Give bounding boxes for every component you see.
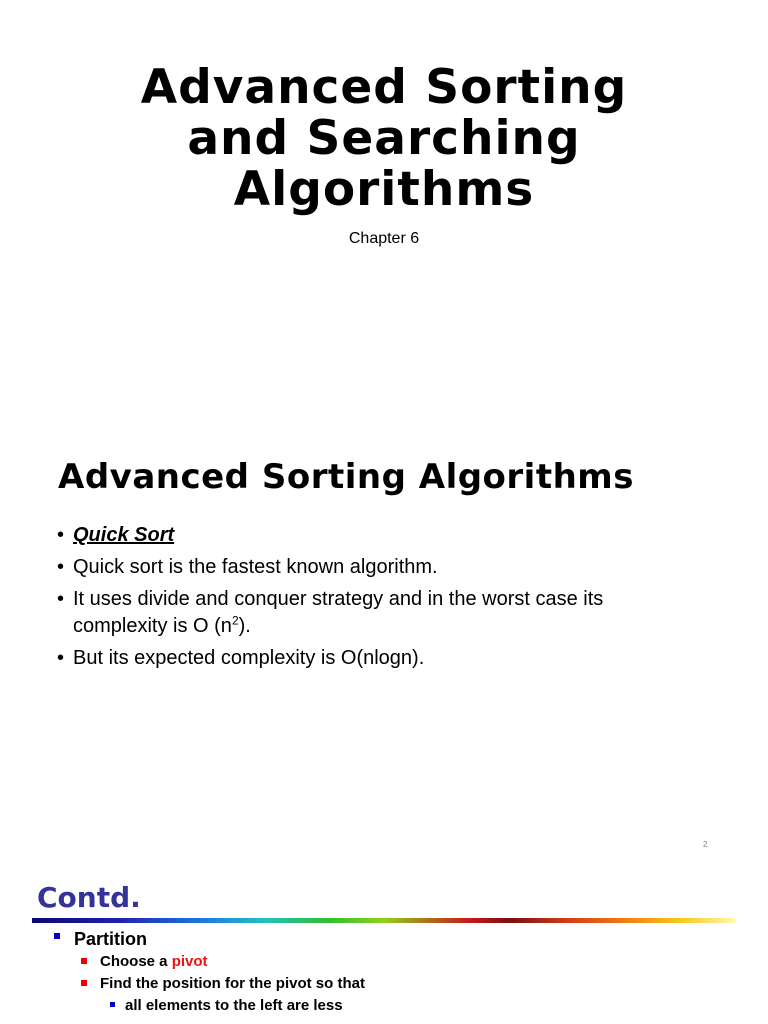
bullet-item <box>57 645 657 672</box>
slide-subtitle: Chapter 6 <box>348 230 420 247</box>
title-line-2: and Searching <box>187 111 581 166</box>
square-bullet-icon <box>110 1002 115 1007</box>
bullet-list <box>57 522 657 677</box>
outline-text: all elements to the left are less <box>125 997 343 1014</box>
bullet-item <box>57 522 657 549</box>
bullet-dot: • <box>57 556 65 578</box>
bullet-text: Quick Sort <box>73 524 175 546</box>
section-title: Advanced Sorting Algorithms <box>58 457 634 497</box>
bullet-item <box>57 586 657 640</box>
outline-list <box>52 927 365 1017</box>
page-number: 2 <box>703 840 708 849</box>
bullet-text: But its expected complexity is O(nlogn). <box>73 647 425 669</box>
title-line-1: Advanced Sorting <box>140 60 628 115</box>
title-line-3: Algorithms <box>233 162 535 217</box>
outline-item-level2 <box>52 951 365 973</box>
square-bullet-icon <box>81 958 87 964</box>
outline-item-level3 <box>52 995 365 1017</box>
bullet-text-suffix: ). <box>238 615 251 637</box>
bullet-dot: • <box>57 588 65 610</box>
superscript: 2 <box>231 613 239 628</box>
square-bullet-icon <box>54 933 60 939</box>
bullet-dot: • <box>57 647 65 669</box>
outline-text: Partition <box>74 929 148 949</box>
highlight-text: pivot <box>171 953 208 970</box>
bullet-text: It uses divide and conquer strategy and in the worst case its complexity is O (n <box>73 588 604 637</box>
outline-item-level1 <box>52 927 365 951</box>
bullet-text: Quick sort is the fastest known algorithm. <box>73 556 438 578</box>
bullet-dot: • <box>57 524 65 546</box>
outline-item-level2 <box>52 973 365 995</box>
rainbow-divider <box>32 918 736 923</box>
square-bullet-icon <box>81 980 87 986</box>
slide-title-contd: Contd. <box>37 881 141 914</box>
bullet-item <box>57 554 657 581</box>
slide-title <box>0 62 768 215</box>
outline-text: Choose a <box>100 953 172 970</box>
outline-text: Find the position for the pivot so that <box>100 975 365 992</box>
